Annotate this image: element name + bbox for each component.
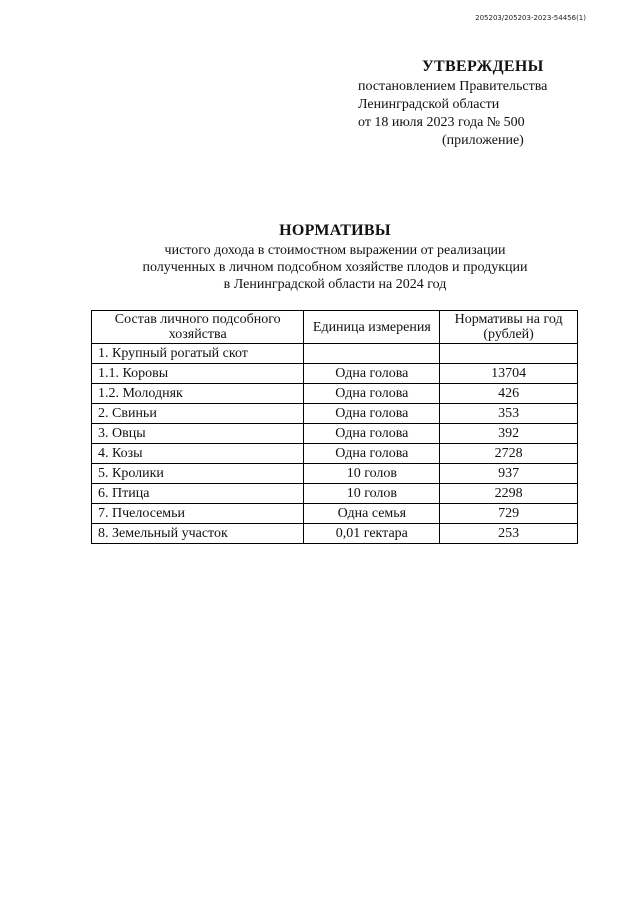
row-value: 2298: [440, 484, 578, 504]
table-row: [92, 344, 578, 364]
table-row: [92, 404, 578, 424]
row-unit: 10 голов: [304, 484, 440, 504]
approval-line-3: от 18 июля 2023 года № 500: [358, 115, 525, 130]
row-name: 1.2. Молодняк: [92, 384, 304, 404]
header-norm: Нормативы на год (рублей): [440, 311, 578, 344]
row-unit: Одна голова: [304, 444, 440, 464]
row-value: 937: [440, 464, 578, 484]
row-value: 13704: [440, 364, 578, 384]
table-row: [92, 384, 578, 404]
table-row: [92, 484, 578, 504]
row-value: 392: [440, 424, 578, 444]
document-title-block: [60, 222, 610, 293]
row-value: 253: [440, 524, 578, 544]
header-composition: Состав личного подсобного хозяйства: [92, 311, 304, 344]
approval-line-2: Ленинградской области: [358, 97, 500, 112]
row-value: 2728: [440, 444, 578, 464]
table-row: [92, 364, 578, 384]
title-line-1: чистого дохода в стоимостном выражении от реализации: [164, 243, 506, 258]
table-row: [92, 504, 578, 524]
row-unit: Одна голова: [304, 384, 440, 404]
row-value: 729: [440, 504, 578, 524]
document-title: НОРМАТИВЫ: [279, 222, 391, 239]
title-line-2: полученных в личном подсобном хозяйстве плодов и продукции: [142, 260, 528, 275]
table-row: [92, 444, 578, 464]
table-row: [92, 464, 578, 484]
approval-heading: УТВЕРЖДЕНЫ: [422, 58, 544, 75]
row-value: 426: [440, 384, 578, 404]
row-unit: Одна голова: [304, 364, 440, 384]
document-id: 205203/205203-2023-54456(1): [475, 14, 586, 22]
row-unit: Одна голова: [304, 404, 440, 424]
table-row: [92, 424, 578, 444]
row-unit: 10 голов: [304, 464, 440, 484]
norms-table: [91, 310, 578, 544]
row-name: 1.1. Коровы: [92, 364, 304, 384]
table-row: [92, 524, 578, 544]
row-unit: 0,01 гектара: [304, 524, 440, 544]
row-value: 353: [440, 404, 578, 424]
approval-line-1: постановлением Правительства: [358, 79, 548, 94]
row-value: [440, 344, 578, 364]
row-unit: [304, 344, 440, 364]
row-name: 6. Птица: [92, 484, 304, 504]
row-name: 4. Козы: [92, 444, 304, 464]
row-name: 1. Крупный рогатый скот: [92, 344, 304, 364]
row-unit: Одна голова: [304, 424, 440, 444]
row-name: 2. Свиньи: [92, 404, 304, 424]
approval-line-4: (приложение): [442, 133, 524, 148]
header-unit: Единица измерения: [304, 311, 440, 344]
row-unit: Одна семья: [304, 504, 440, 524]
approval-block: [358, 58, 598, 150]
row-name: 7. Пчелосемьи: [92, 504, 304, 524]
table-header-row: [92, 311, 578, 344]
row-name: 3. Овцы: [92, 424, 304, 444]
row-name: 8. Земельный участок: [92, 524, 304, 544]
row-name: 5. Кролики: [92, 464, 304, 484]
title-line-3: в Ленинградской области на 2024 год: [223, 277, 447, 292]
